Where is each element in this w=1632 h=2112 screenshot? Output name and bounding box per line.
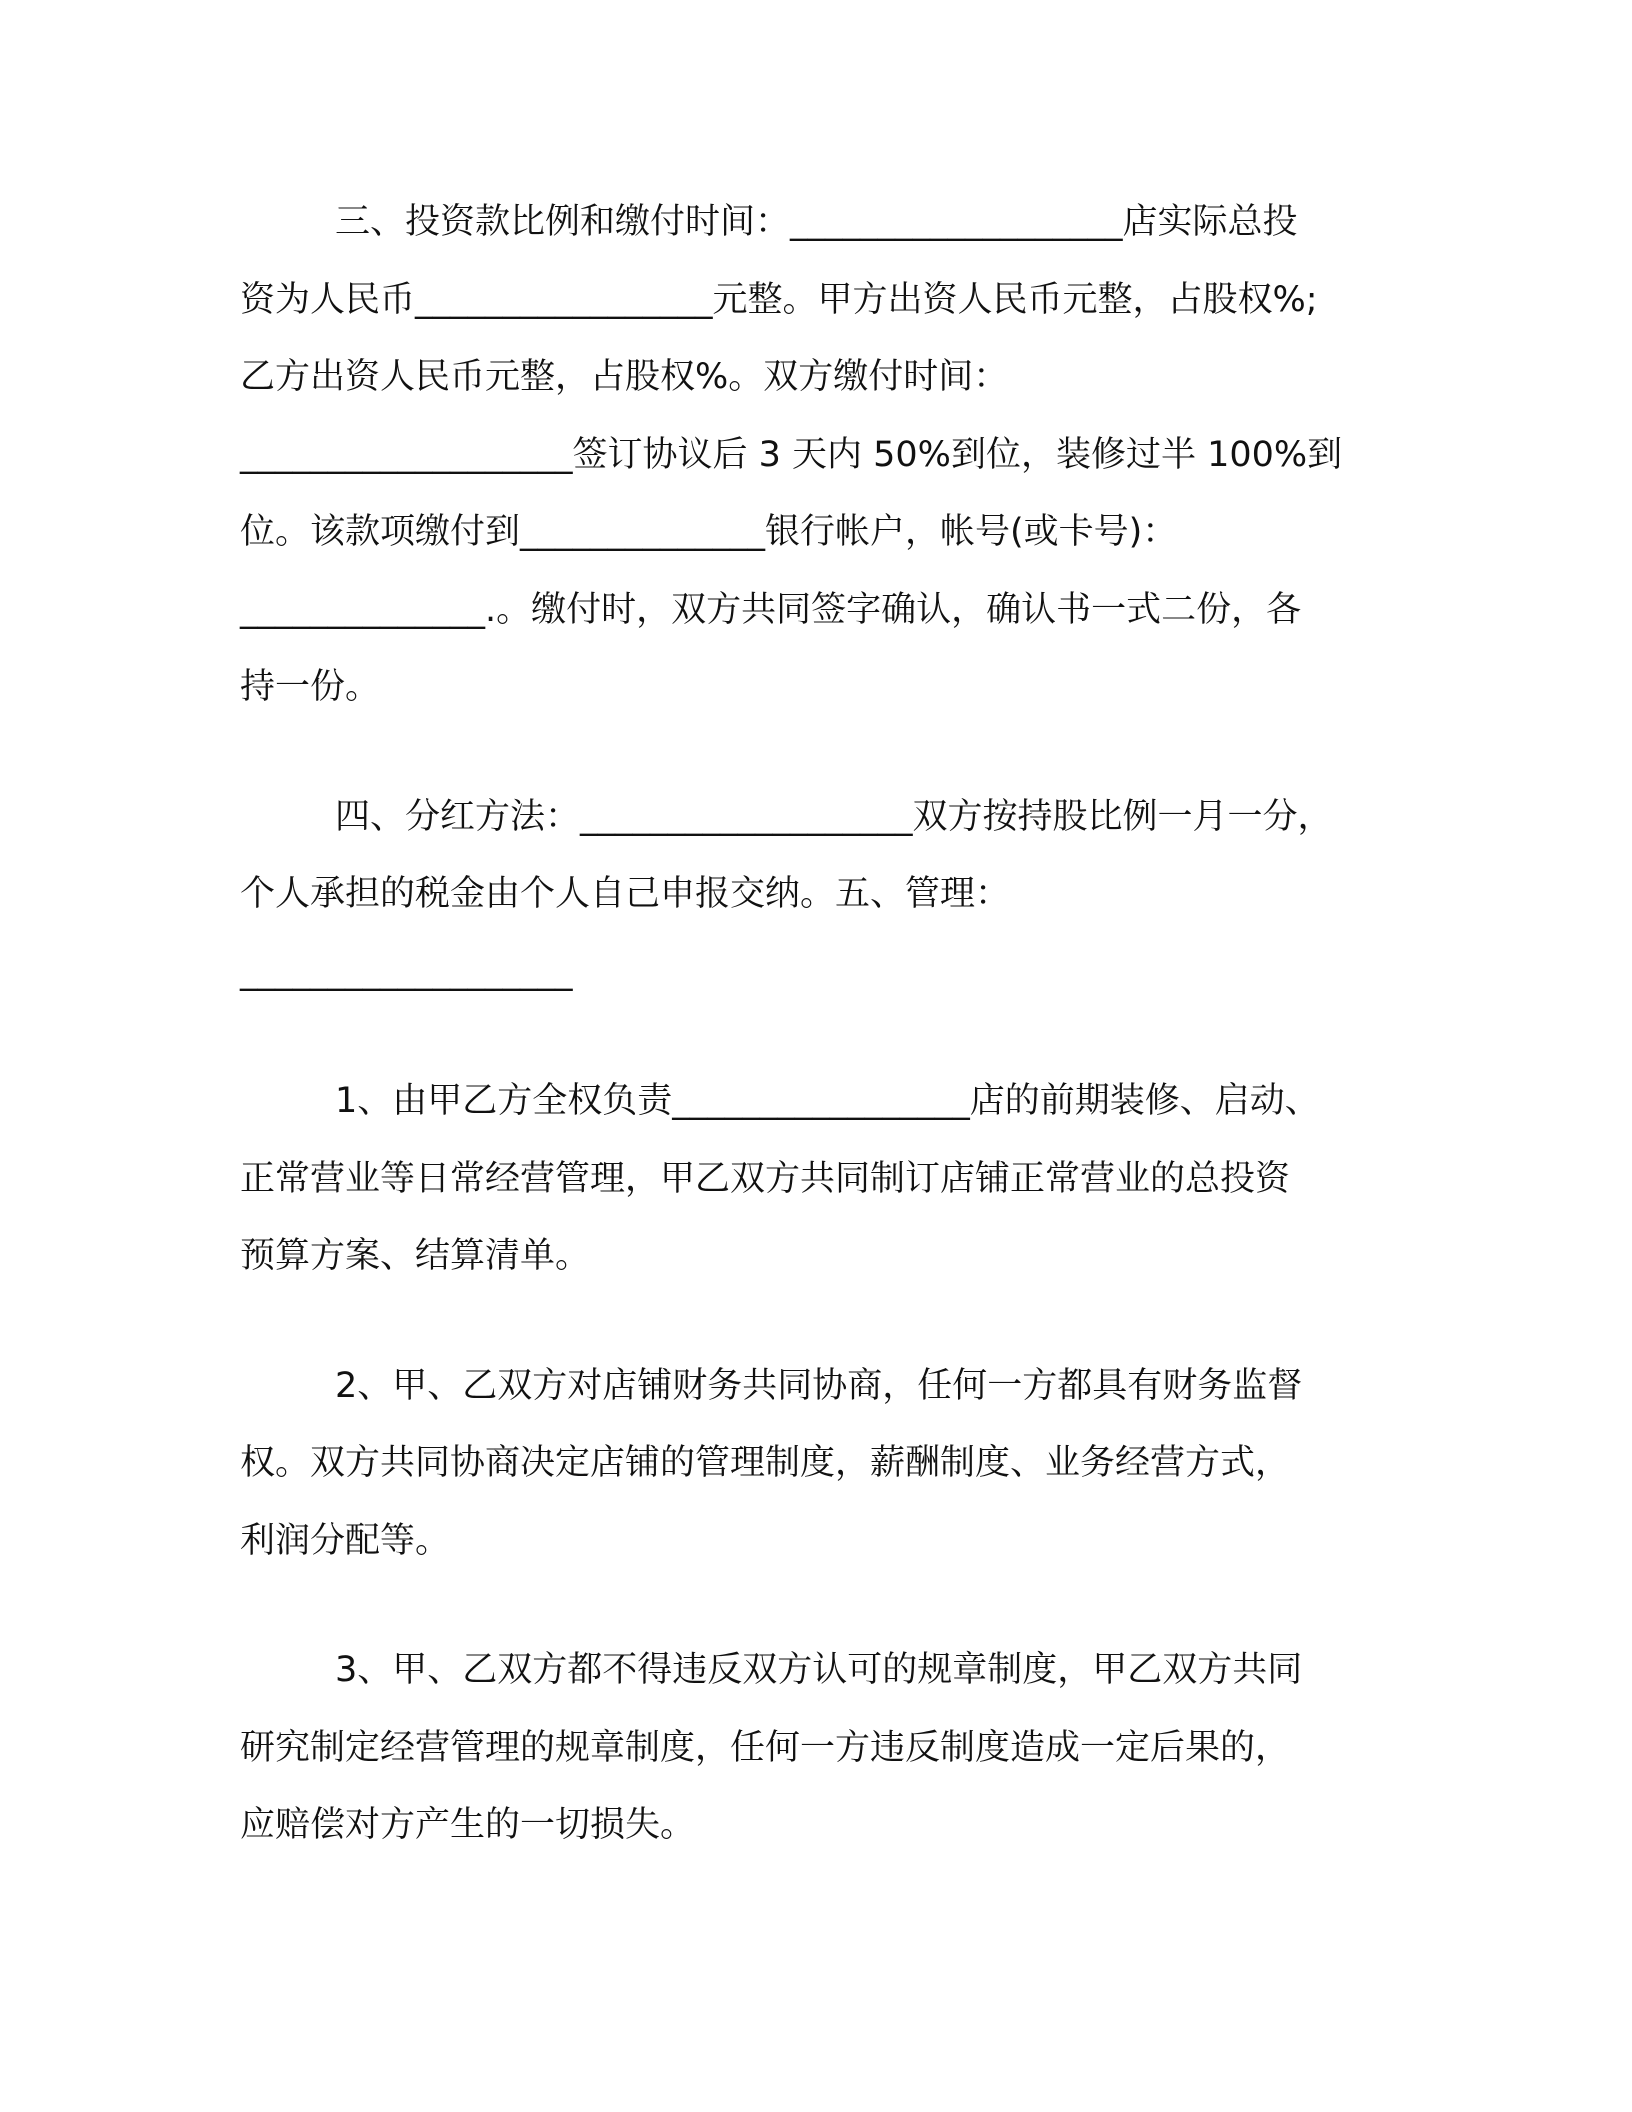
- text-line: ______________.。缴付时，双方共同签字确认，确认书一式二份，各: [240, 589, 1302, 630]
- paragraph-management-item-1: [240, 1063, 1410, 1296]
- text-line: 预算方案、结算清单。: [240, 1236, 591, 1276]
- blank-underline: ___________________: [240, 951, 573, 992]
- text-line: 位。该款项缴付到______________银行帐户，帐号(或卡号)：: [240, 512, 1178, 552]
- paragraph-management-item-2: [240, 1348, 1410, 1581]
- text-line: 权。双方共同协商决定店铺的管理制度，薪酬制度、业务经营方式，: [240, 1443, 1291, 1483]
- paragraph-dividends: [240, 779, 1410, 934]
- text-line: 四、分红方法：___________________双方按持股比例一月一分，: [335, 796, 1333, 837]
- text-line: 利润分配等。: [240, 1520, 451, 1561]
- paragraph-investment: [240, 184, 1410, 727]
- text-line: 2、甲、乙双方对店铺财务共同协商，任何一方都具有财务监督: [335, 1365, 1303, 1406]
- text-line: 资为人民币_________________元整。甲方出资人民币元整，占股权%;: [240, 279, 1318, 320]
- text-line: 乙方出资人民币元整，占股权%。双方缴付时间：: [240, 357, 1009, 397]
- text-line: 持一份。: [240, 667, 381, 707]
- text-line: 3、甲、乙双方都不得违反双方认可的规章制度，甲乙双方共同: [335, 1650, 1303, 1690]
- text-line: ___________________签订协议后 3 天内 50%到位，装修过半 100%到: [240, 434, 1343, 475]
- document-body: [240, 184, 1410, 1917]
- text-line: 正常营业等日常经营管理，甲乙双方共同制订店铺正常营业的总投资: [240, 1158, 1291, 1199]
- text-line: 研究制定经营管理的规章制度，任何一方违反制度造成一定后果的，: [240, 1727, 1291, 1768]
- paragraph-management-blank: [240, 934, 1410, 1012]
- paragraph-management-item-3: [240, 1632, 1410, 1865]
- text-line: 应赔偿对方产生的一切损失。: [240, 1805, 696, 1845]
- text-line: 个人承担的税金由个人自己申报交纳。五、管理：: [240, 874, 1011, 914]
- text-line: 三、投资款比例和缴付时间：___________________店实际总投: [335, 202, 1298, 242]
- text-line: 1、由甲乙方全权负责_________________店的前期装修、启动、: [335, 1081, 1320, 1121]
